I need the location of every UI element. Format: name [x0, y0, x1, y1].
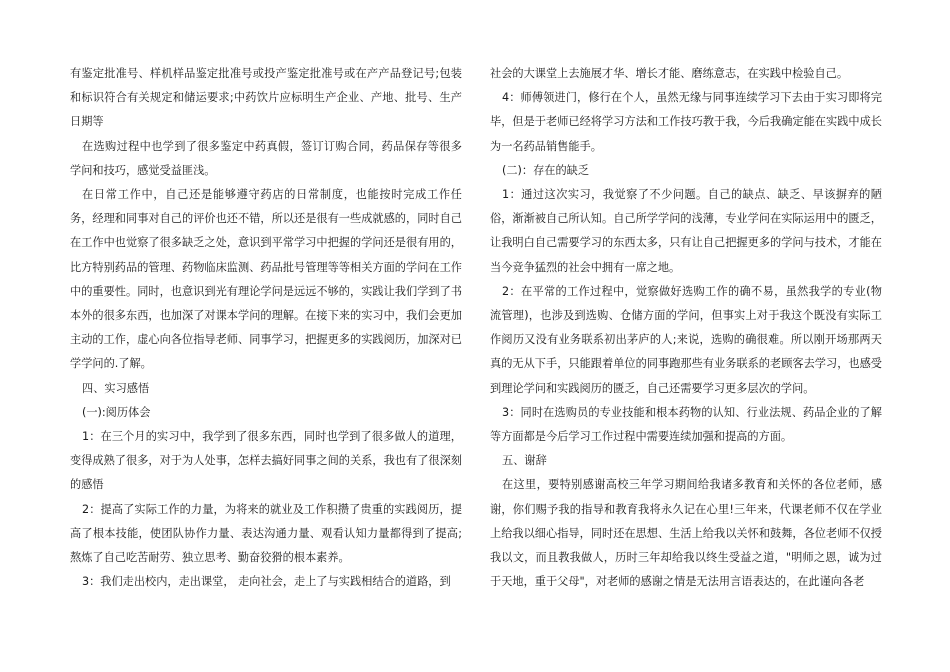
right-column — [490, 62, 882, 594]
paragraph: 2：提高了实际工作的力量，为将来的就业及工作积攒了贵重的实践阅历，提高了根本技能，使团队协作力量、表达沟通力量、观看认知力量都得到了提高;熬炼了自己吃苦耐劳、独立思考、勤奋狡猾的根本素养。 — [70, 502, 462, 565]
paragraph: 社会的大课堂上去施展才华、增长才能、磨练意志，在实践中检验自己。 — [490, 67, 849, 80]
paragraph: 五、谢辞 — [502, 454, 547, 468]
paragraph: 四、实习感悟 — [82, 381, 150, 395]
paragraph: 3：同时在选购员的专业技能和根本药物的认知、行业法规、药品企业的了解等方面都是今后学习工作过程中需要连续加强和提高的方面。 — [490, 405, 882, 444]
paragraph: (一):阅历体会 — [82, 405, 151, 419]
paragraph: 2：在平常的工作过程中，觉察做好选购工作的确不易，虽然我学的专业(物流管理)，也涉及到选购、仓储方面的学问，但事实上对于我这个既没有实际工作阅历又没有业务联系初出茅庐的人;来说，选购的确很难。所以刚开场那两天真的无从下手，只能跟着单位的同事跑那些有业务联系的老顾客去学习，也感受到理论学问和实践阅历的匮乏，自己还需要学习更多层次的学问。 — [490, 284, 882, 395]
paragraph: 在这里，要特别感谢高校三年学习期间给我诸多教育和关怀的各位老师，感谢，你们赐予我的指导和教育我将永久记在心里!三年来，代课老师不仅在学业上给我以细心指导，同时还在思想、生活上给我以关怀和鼓舞，各位老师不仅授我以文，而且教我做人，历时三年却给我以终生受益之道，"明师之恩，诚为过于天地，重于父母"，对老师的感谢之情是无法用言语表达的，在此谨向各老 — [490, 478, 882, 589]
paragraph: 1：在三个月的实习中，我学到了很多东西，同时也学到了很多做人的道理，变得成熟了很多，对于为人处事，怎样去搞好同事之间的关系，我也有了很深刻的感悟 — [70, 430, 462, 492]
left-column — [70, 62, 462, 594]
paragraph: 在选购过程中也学到了很多鉴定中药真假，签订订购合同，药品保存等很多学问和技巧，感觉受益匪浅。 — [70, 139, 462, 177]
paragraph: 3：我们走出校内，走出课堂， 走向社会，走上了与实践相结合的道路，到 — [82, 575, 451, 589]
paragraph: 有鉴定批准号、样机样品鉴定批准号或投产鉴定批准号或在产产品登记号;包装和标识符合有关规定和储运要求;中药饮片应标明生产企业、产地、批号、生产日期等 — [70, 67, 462, 129]
paragraph: 在日常工作中，自己还是能够遵守药店的日常制度，也能按时完成工作任务，经理和同事对自己的评价也还不错，所以还是很有一些成就感的，同时自己在工作中也觉察了很多缺乏之处，意识到平常学习中把握的学问还是很有用的，比方特别药品的管理、药物临床监测、药品批号管理等等相关方面的学问在工作中的重要性。同时，也意识到光有理论学问是远远不够的，实践让我们学到了书本外的很多东西，也加深了对课本学问的理解。在接下来的实习中，我们会更加主动的工作，虚心向各位指导老师、同事学习，把握更多的实践阅历，加深对已学学问的.了解。 — [70, 188, 462, 371]
paragraph: (二)：存在的缺乏 — [502, 163, 590, 177]
paragraph: 1：通过这次实习，我觉察了不少问题。自己的缺点、缺乏、早该摒弃的陋俗，渐渐被自己所认知。自己所学学问的浅薄，专业学问在实际运用中的匮乏，让我明白自己需要学习的东西太多，只有让自己把握更多的学问与技术，才能在当今竞争猛烈的社会中拥有一席之地。 — [490, 188, 882, 274]
paragraph: 4：师傅领进门，修行在个人，虽然无缘与同事连续学习下去由于实习即将完毕，但是于老师已经将学习方法和工作技巧教于我，今后我确定能在实践中成长为一名药品销售能手。 — [490, 91, 882, 153]
